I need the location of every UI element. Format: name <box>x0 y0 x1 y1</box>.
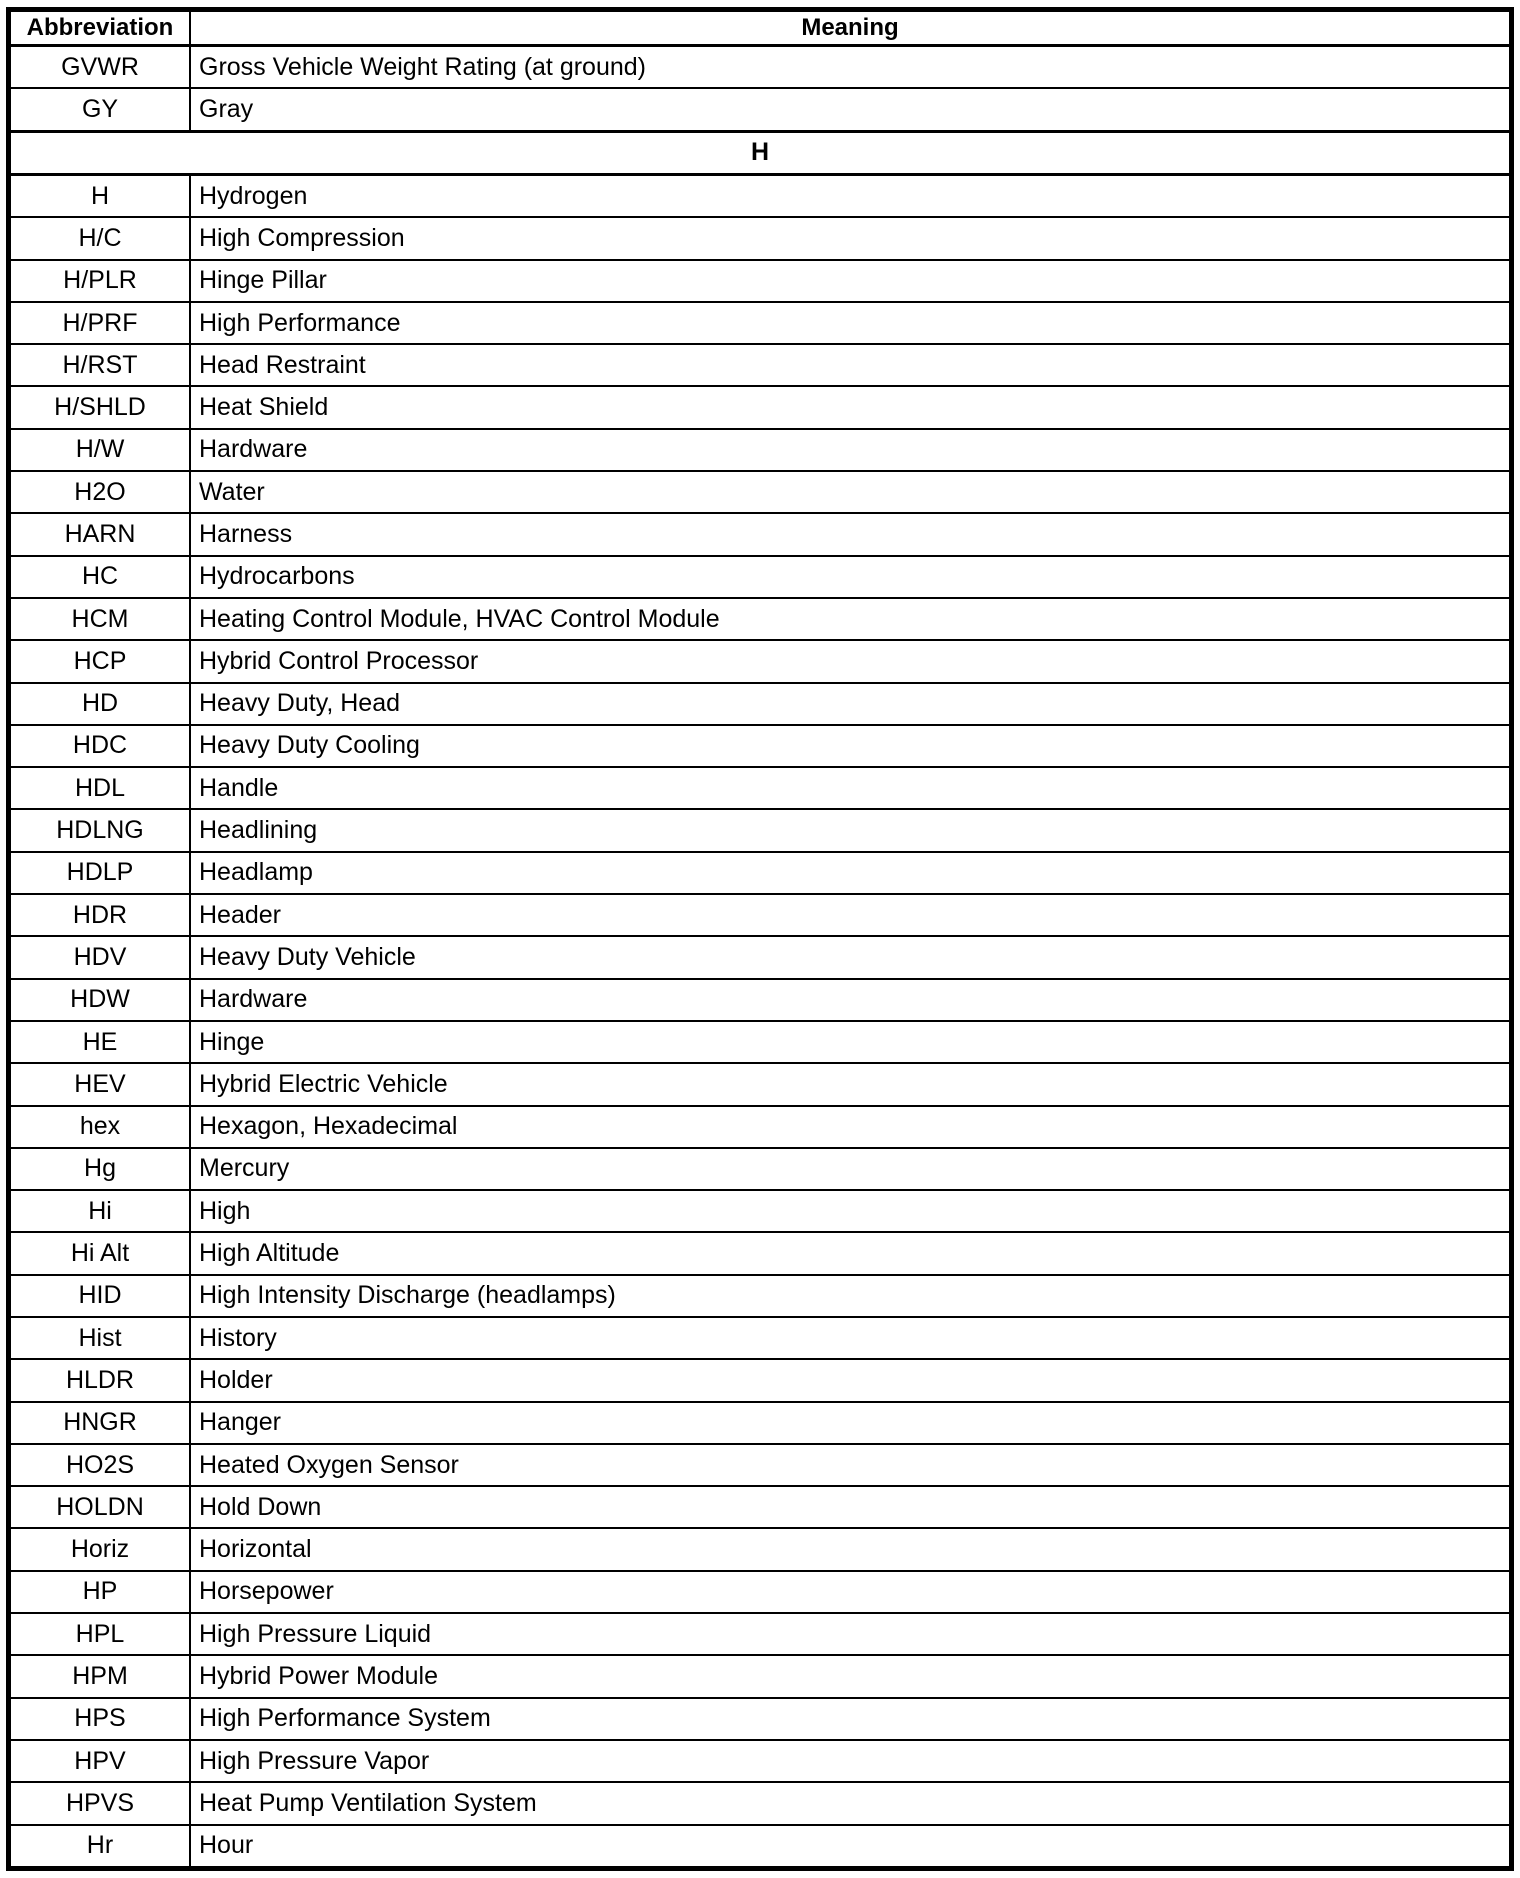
abbreviation-cell: HDLP <box>9 852 191 894</box>
meaning-cell: Headlamp <box>190 852 1512 894</box>
meaning-cell: High Pressure Vapor <box>190 1740 1512 1782</box>
table-row <box>9 1359 1512 1401</box>
abbreviation-cell: HPS <box>9 1698 191 1740</box>
meaning-cell: Hold Down <box>190 1486 1512 1528</box>
table-row <box>9 344 1512 386</box>
meaning-cell: High <box>190 1190 1512 1232</box>
table-body <box>9 46 1512 1869</box>
table-row <box>9 1317 1512 1359</box>
abbreviation-cell: H2O <box>9 471 191 513</box>
abbreviation-cell: Hist <box>9 1317 191 1359</box>
table-row <box>9 852 1512 894</box>
meaning-cell: Hybrid Electric Vehicle <box>190 1063 1512 1105</box>
meaning-cell: Heavy Duty Vehicle <box>190 936 1512 978</box>
meaning-cell: Heating Control Module, HVAC Control Module <box>190 598 1512 640</box>
meaning-cell: Hexagon, Hexadecimal <box>190 1106 1512 1148</box>
abbreviation-cell: H <box>9 174 191 217</box>
meaning-cell: Harness <box>190 513 1512 555</box>
table-row <box>9 174 1512 217</box>
table-row <box>9 1528 1512 1570</box>
table-row <box>9 640 1512 682</box>
table-row <box>9 1232 1512 1274</box>
table-row <box>9 386 1512 428</box>
section-divider-row <box>9 131 1512 174</box>
table-row <box>9 979 1512 1021</box>
abbreviation-cell: HARN <box>9 513 191 555</box>
abbreviation-cell: HD <box>9 683 191 725</box>
meaning-cell: High Intensity Discharge (headlamps) <box>190 1275 1512 1317</box>
meaning-cell: Heated Oxygen Sensor <box>190 1444 1512 1486</box>
abbreviation-cell: H/PLR <box>9 260 191 302</box>
abbreviation-cell: H/PRF <box>9 302 191 344</box>
meaning-cell: Hybrid Power Module <box>190 1655 1512 1697</box>
meaning-cell: Mercury <box>190 1148 1512 1190</box>
table-row <box>9 556 1512 598</box>
abbreviation-cell: H/SHLD <box>9 386 191 428</box>
table-row <box>9 429 1512 471</box>
table-row <box>9 1486 1512 1528</box>
column-header-abbreviation: Abbreviation <box>9 10 191 46</box>
meaning-cell: Headlining <box>190 809 1512 851</box>
abbreviation-cell: HE <box>9 1021 191 1063</box>
meaning-cell: Heavy Duty, Head <box>190 683 1512 725</box>
abbreviation-cell: HP <box>9 1571 191 1613</box>
abbreviation-cell: HOLDN <box>9 1486 191 1528</box>
table-row <box>9 1275 1512 1317</box>
table-row <box>9 1571 1512 1613</box>
meaning-cell: Heavy Duty Cooling <box>190 725 1512 767</box>
meaning-cell: High Performance System <box>190 1698 1512 1740</box>
meaning-cell: Hinge Pillar <box>190 260 1512 302</box>
abbreviation-cell: HDLNG <box>9 809 191 851</box>
table-row <box>9 513 1512 555</box>
abbreviation-cell: HPVS <box>9 1782 191 1824</box>
abbreviation-cell: HDV <box>9 936 191 978</box>
meaning-cell: History <box>190 1317 1512 1359</box>
abbreviation-cell: HPV <box>9 1740 191 1782</box>
abbreviation-cell: HPM <box>9 1655 191 1697</box>
table-row <box>9 1698 1512 1740</box>
table-header <box>9 10 1512 46</box>
table-row <box>9 1190 1512 1232</box>
abbreviation-cell: Hg <box>9 1148 191 1190</box>
abbreviation-cell: HCP <box>9 640 191 682</box>
abbreviation-cell: HDC <box>9 725 191 767</box>
meaning-cell: Hardware <box>190 979 1512 1021</box>
abbreviation-cell: HLDR <box>9 1359 191 1401</box>
abbreviation-cell: GY <box>9 88 191 131</box>
table-row <box>9 936 1512 978</box>
meaning-cell: High Altitude <box>190 1232 1512 1274</box>
table-row <box>9 1063 1512 1105</box>
abbreviation-cell: hex <box>9 1106 191 1148</box>
table-row <box>9 1106 1512 1148</box>
table-row <box>9 1148 1512 1190</box>
abbreviation-cell: HPL <box>9 1613 191 1655</box>
meaning-cell: Heat Pump Ventilation System <box>190 1782 1512 1824</box>
meaning-cell: Hydrogen <box>190 174 1512 217</box>
abbreviation-cell: Hr <box>9 1825 191 1869</box>
abbreviation-cell: H/C <box>9 217 191 259</box>
abbreviation-cell: HID <box>9 1275 191 1317</box>
abbreviation-cell: Horiz <box>9 1528 191 1570</box>
meaning-cell: Hardware <box>190 429 1512 471</box>
table-row <box>9 217 1512 259</box>
table-row <box>9 1444 1512 1486</box>
meaning-cell: High Performance <box>190 302 1512 344</box>
abbreviation-cell: HEV <box>9 1063 191 1105</box>
table-row <box>9 471 1512 513</box>
abbreviation-cell: Hi Alt <box>9 1232 191 1274</box>
column-header-meaning: Meaning <box>190 10 1512 46</box>
abbreviation-cell: HDR <box>9 894 191 936</box>
table-row <box>9 1825 1512 1869</box>
abbreviation-cell: H/W <box>9 429 191 471</box>
abbreviation-cell: HNGR <box>9 1402 191 1444</box>
section-letter: H <box>9 131 1512 174</box>
meaning-cell: Hinge <box>190 1021 1512 1063</box>
table-row <box>9 1613 1512 1655</box>
abbreviation-cell: HDW <box>9 979 191 1021</box>
meaning-cell: Gross Vehicle Weight Rating (at ground) <box>190 46 1512 89</box>
table-row <box>9 1655 1512 1697</box>
table-row <box>9 88 1512 131</box>
meaning-cell: Hanger <box>190 1402 1512 1444</box>
meaning-cell: High Pressure Liquid <box>190 1613 1512 1655</box>
meaning-cell: High Compression <box>190 217 1512 259</box>
meaning-cell: Hour <box>190 1825 1512 1869</box>
meaning-cell: Horizontal <box>190 1528 1512 1570</box>
abbreviation-cell: HCM <box>9 598 191 640</box>
header-row <box>9 10 1512 46</box>
table-row <box>9 46 1512 89</box>
meaning-cell: Holder <box>190 1359 1512 1401</box>
table-row <box>9 598 1512 640</box>
abbreviation-cell: HC <box>9 556 191 598</box>
table-row <box>9 725 1512 767</box>
meaning-cell: Hydrocarbons <box>190 556 1512 598</box>
meaning-cell: Head Restraint <box>190 344 1512 386</box>
abbreviation-cell: Hi <box>9 1190 191 1232</box>
table-row <box>9 1402 1512 1444</box>
meaning-cell: Gray <box>190 88 1512 131</box>
table-row <box>9 1021 1512 1063</box>
meaning-cell: Handle <box>190 767 1512 809</box>
meaning-cell: Horsepower <box>190 1571 1512 1613</box>
abbreviation-cell: GVWR <box>9 46 191 89</box>
table-row <box>9 302 1512 344</box>
abbreviation-cell: HO2S <box>9 1444 191 1486</box>
meaning-cell: Heat Shield <box>190 386 1512 428</box>
abbreviation-cell: H/RST <box>9 344 191 386</box>
meaning-cell: Header <box>190 894 1512 936</box>
abbreviation-cell: HDL <box>9 767 191 809</box>
table-row <box>9 260 1512 302</box>
table-row <box>9 1782 1512 1824</box>
table-row <box>9 894 1512 936</box>
table-row <box>9 683 1512 725</box>
table-row <box>9 767 1512 809</box>
abbreviation-table <box>6 7 1514 1871</box>
table-row <box>9 809 1512 851</box>
table-row <box>9 1740 1512 1782</box>
meaning-cell: Water <box>190 471 1512 513</box>
meaning-cell: Hybrid Control Processor <box>190 640 1512 682</box>
